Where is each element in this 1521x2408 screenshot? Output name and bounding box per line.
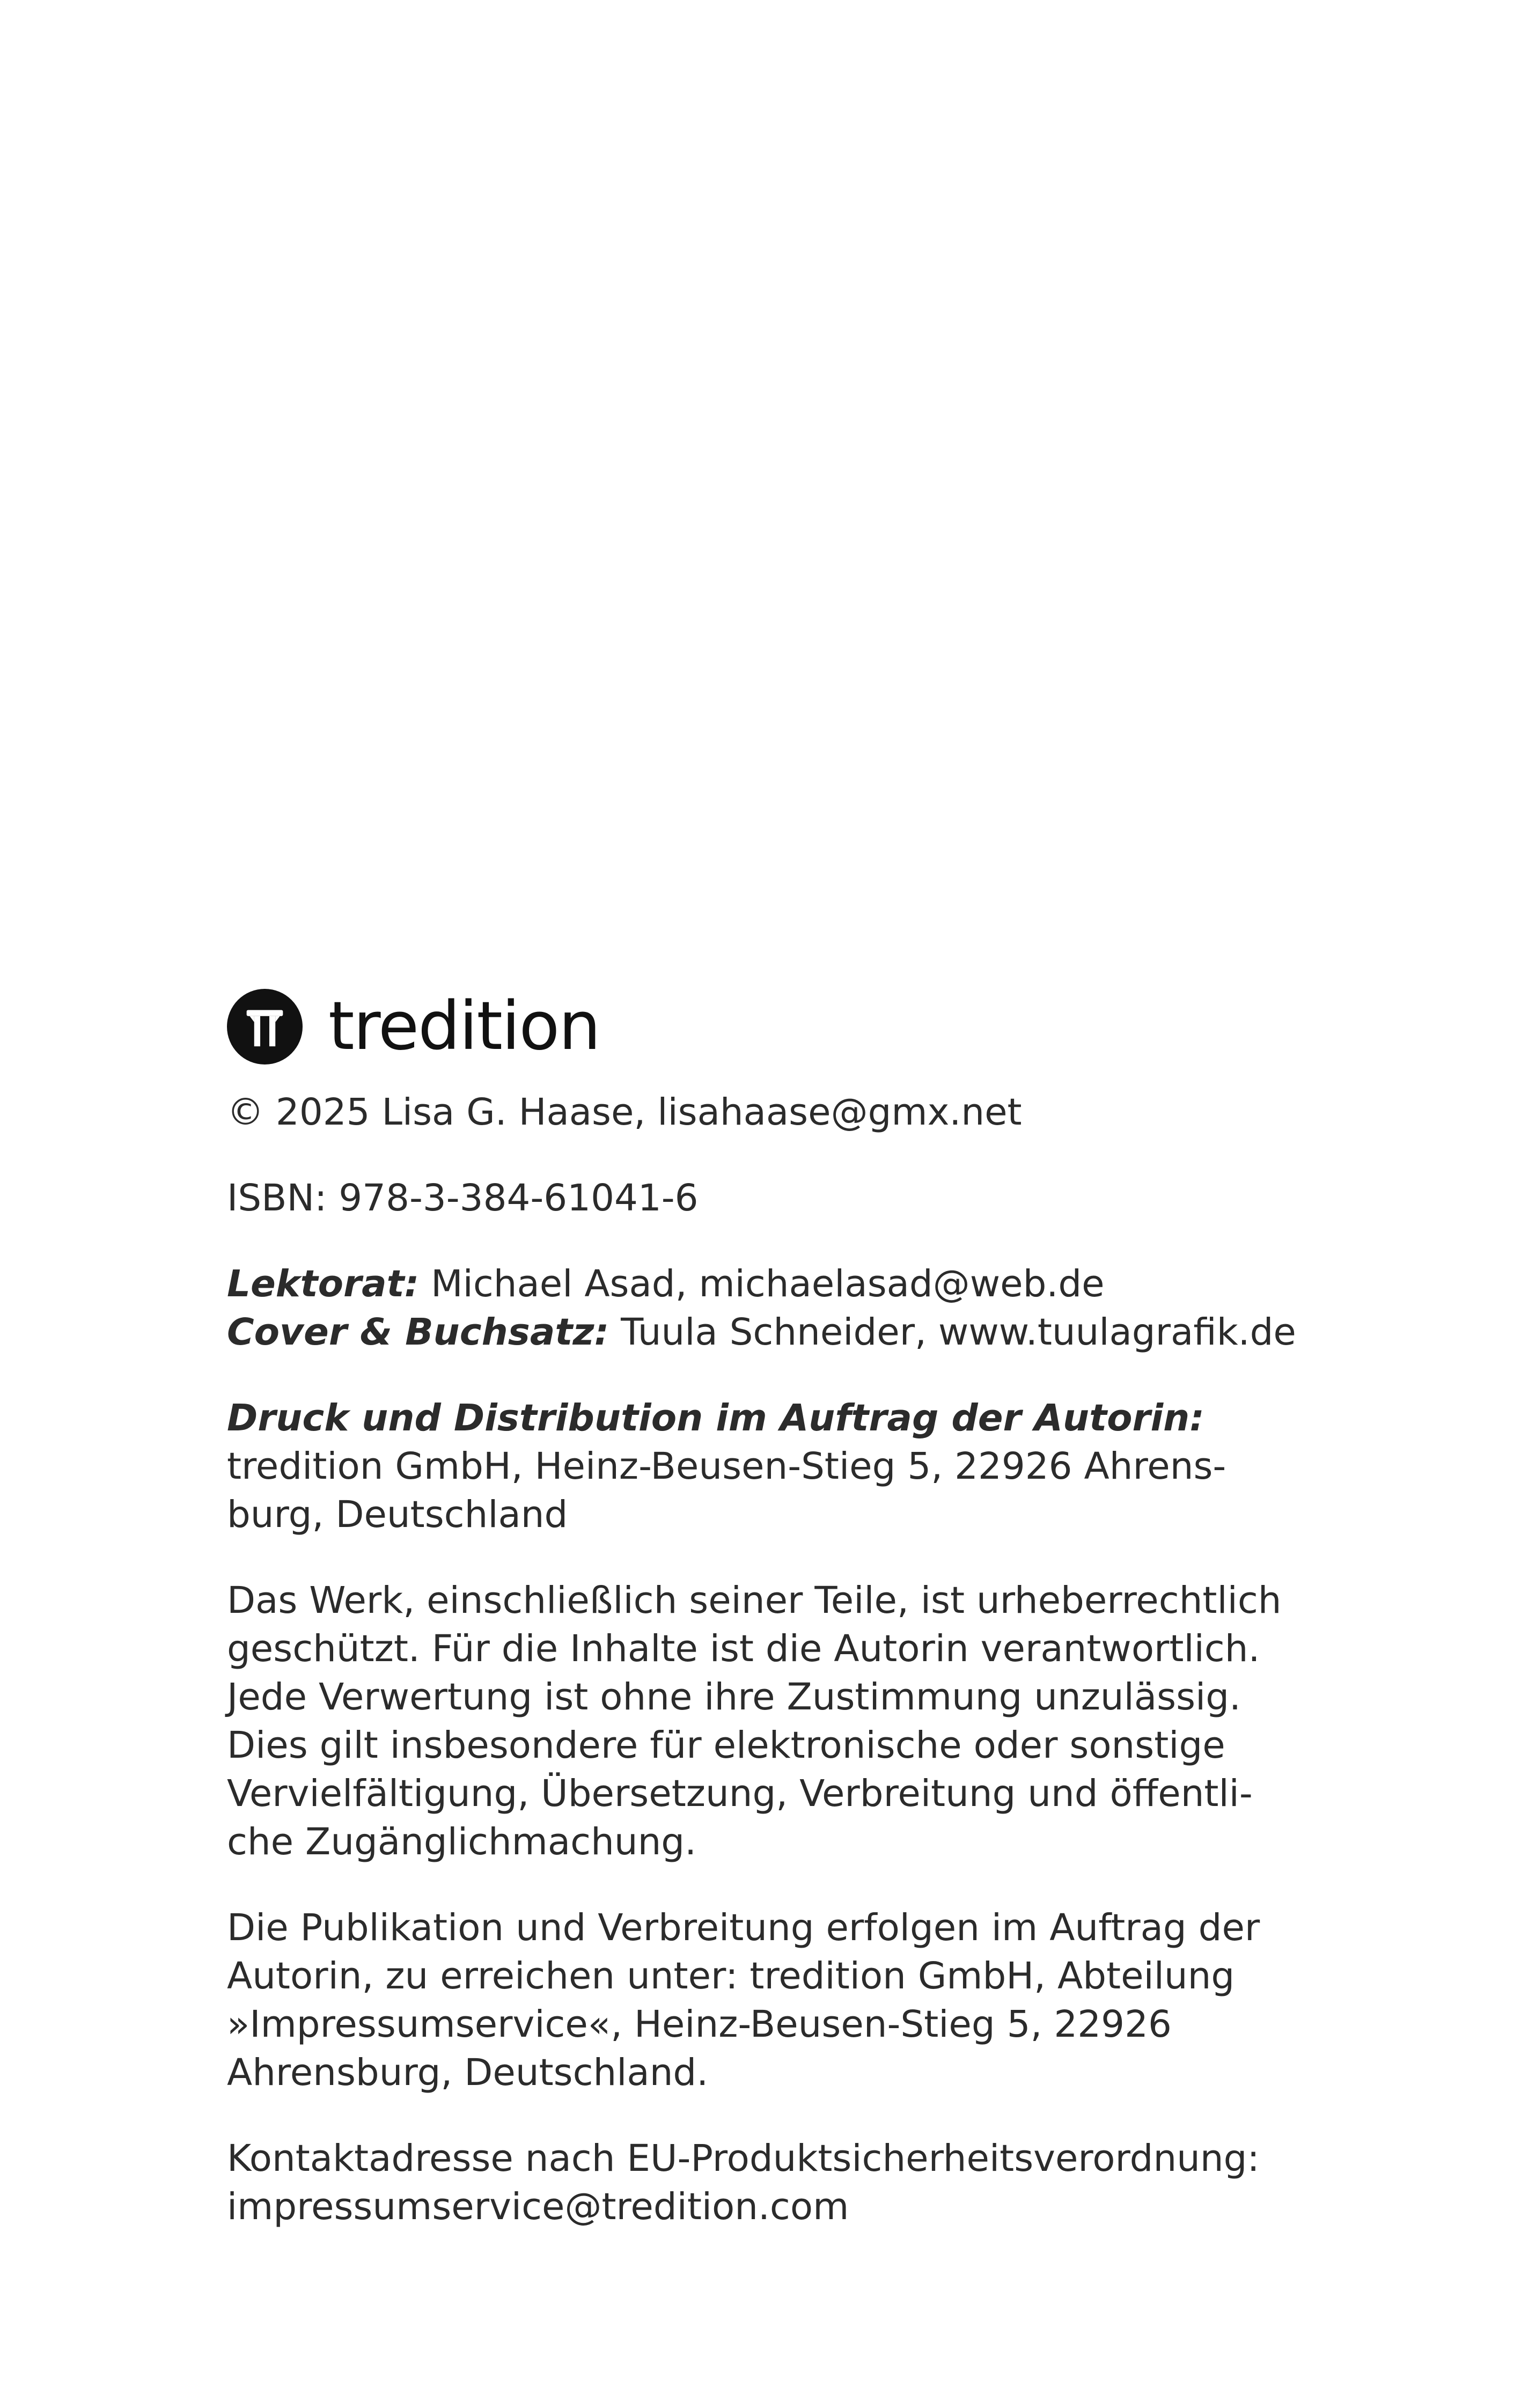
cover-value: Tuula Schneider, www.tuulagrafik.de [609,1311,1296,1354]
publication-line: »Impressumservice«, Heinz-Beusen-Stieg 5, 22926 [227,2003,1172,2046]
publisher-name: tredition [328,988,600,1065]
cover-label: Cover & Buchsatz: [227,1311,609,1354]
publication-line: Die Publikation und Verbreitung erfolgen im Auftrag der [227,1906,1260,1949]
isbn-text: ISBN: 978-3-384-61041-6 [227,1177,699,1220]
publisher-logo [227,986,1300,1067]
copyright-line [227,1088,1300,1136]
distribution-line: burg, Deutschland [227,1493,568,1536]
rights-line: che Zugänglichmachung. [227,1820,697,1863]
rights-notice [227,1576,1300,1866]
imprint-block [227,986,1300,2268]
tredition-logo-icon [227,989,303,1064]
rights-line: geschützt. Für die Inhalte ist die Autorin verantwortlich. [227,1627,1260,1670]
contact-email: impressumservice@tredition.com [227,2185,849,2228]
distribution [227,1394,1300,1539]
publication-line: Ahrensburg, Deutschland. [227,2051,709,2094]
rights-line: Das Werk, einschließlich seiner Teile, ist urheberrechtlich [227,1579,1282,1622]
distribution-label: Druck und Distribution im Auftrag der Autorin: [227,1397,1204,1440]
editing-label: Lektorat: [227,1262,420,1305]
contact-notice [227,2134,1300,2231]
rights-line: Vervielfältigung, Übersetzung, Verbreitung und öffentli- [227,1772,1253,1815]
credits [227,1260,1300,1356]
rights-line: Dies gilt insbesondere für elektronische oder sonstige [227,1724,1225,1767]
editing-value: Michael Asad, michaelasad@web.de [419,1262,1105,1305]
cover-credit [227,1308,1300,1356]
isbn-line [227,1174,1300,1222]
rights-line: Jede Verwertung ist ohne ihre Zustimmung unzulässig. [227,1676,1241,1719]
contact-line: Kontaktadresse nach EU-Produktsicherheitsverordnung: [227,2137,1260,2180]
publication-line: Autorin, zu erreichen unter: tredition GmbH, Abteilung [227,1955,1235,1998]
distribution-line: tredition GmbH, Heinz-Beusen-Stieg 5, 22926 Ahrens- [227,1445,1226,1488]
publication-notice [227,1904,1300,2097]
copyright-text: © 2025 Lisa G. Haase, lisahaase@gmx.net [227,1091,1022,1134]
editing-credit [227,1260,1300,1308]
